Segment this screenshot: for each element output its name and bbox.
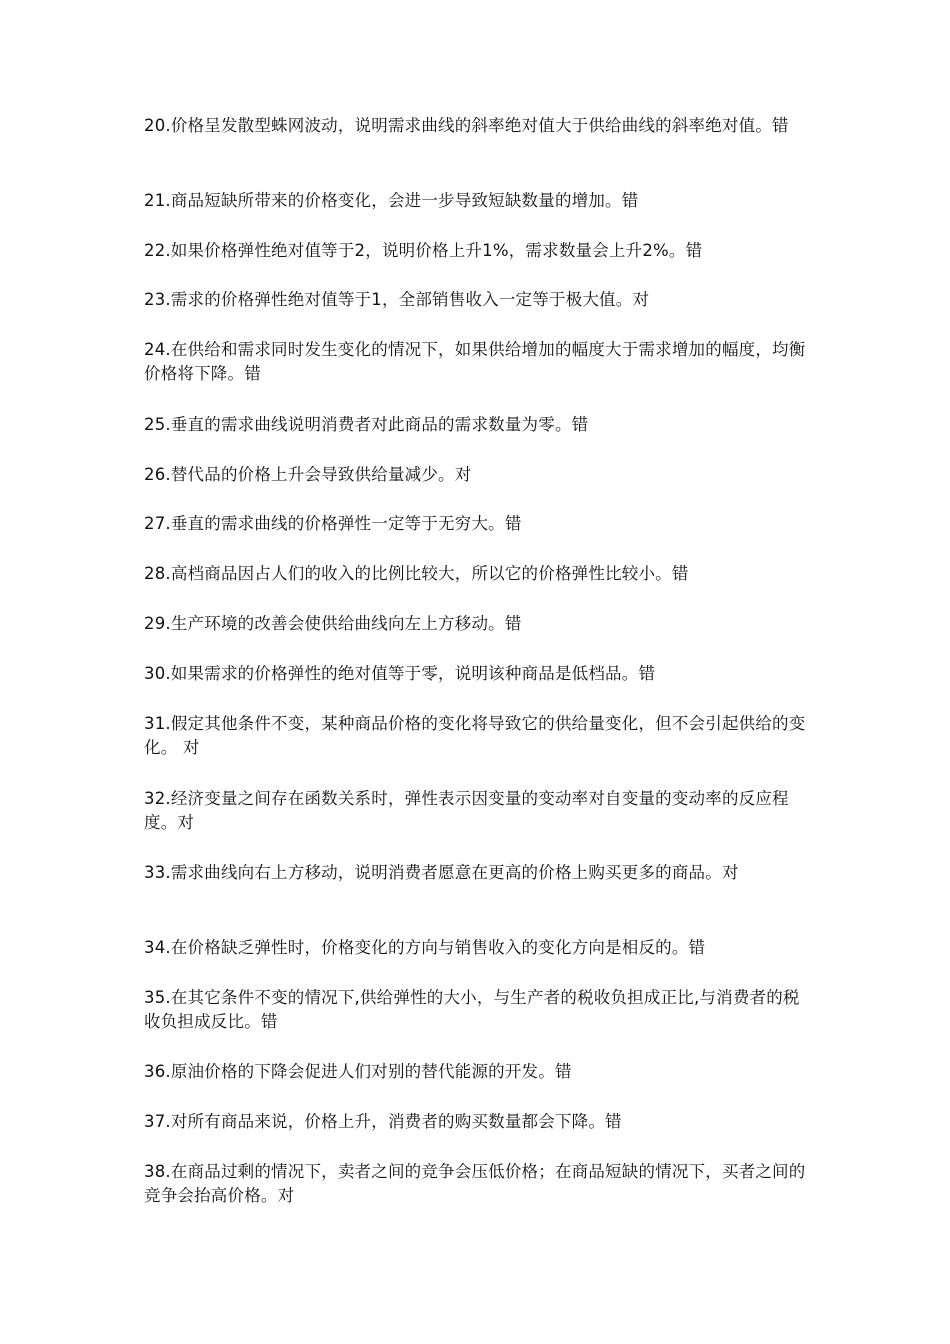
statement-38: 38.在商品过剩的情况下，卖者之间的竞争会压低价格；在商品短缺的情况下，买者之间的竞争会抬高价格。对: [144, 1162, 806, 1205]
statement-20: 20.价格呈发散型蛛网波动，说明需求曲线的斜率绝对值大于供给曲线的斜率绝对值。错: [144, 116, 789, 135]
statement-31: 31.假定其他条件不变，某种商品价格的变化将导致它的供给量变化，但不会引起供给的变化。 对: [144, 714, 806, 757]
statement-28: 28.高档商品因占人们的收入的比例比较大，所以它的价格弹性比较小。错: [144, 564, 689, 583]
statement-32: 32.经济变量之间存在函数关系时，弹性表示因变量的变动率对自变量的变动率的反应程度。对: [144, 789, 789, 832]
statement-37: 37.对所有商品来说，价格上升，消费者的购买数量都会下降。错: [144, 1112, 622, 1131]
statement-30: 30.如果需求的价格弹性的绝对值等于零，说明该种商品是低档品。错: [144, 664, 656, 683]
statement-36: 36.原油价格的下降会促进人们对别的替代能源的开发。错: [144, 1062, 572, 1081]
statement-24: 24.在供给和需求同时发生变化的情况下，如果供给增加的幅度大于需求增加的幅度，均衡价格将下降。错: [144, 340, 806, 383]
statement-23: 23.需求的价格弹性绝对值等于1，全部销售收入一定等于极大值。对: [144, 290, 650, 309]
statement-34: 34.在价格缺乏弹性时，价格变化的方向与销售收入的变化方向是相反的。错: [144, 938, 706, 957]
statement-22: 22.如果价格弹性绝对值等于2，说明价格上升1%，需求数量会上升2%。错: [144, 241, 703, 260]
statement-21: 21.商品短缺所带来的价格变化，会进一步导致短缺数量的增加。错: [144, 191, 639, 210]
statement-29: 29.生产环境的改善会使供给曲线向左上方移动。错: [144, 614, 522, 633]
statement-35: 35.在其它条件不变的情况下,供给弹性的大小，与生产者的税收负担成正比,与消费者的税收负担成反比。错: [144, 988, 800, 1031]
statement-33: 33.需求曲线向右上方移动，说明消费者愿意在更高的价格上购买更多的商品。对: [144, 863, 739, 882]
statement-25: 25.垂直的需求曲线说明消费者对此商品的需求数量为零。错: [144, 415, 589, 434]
statement-26: 26.替代品的价格上升会导致供给量减少。对: [144, 465, 472, 484]
statement-27: 27.垂直的需求曲线的价格弹性一定等于无穷大。错: [144, 514, 522, 533]
